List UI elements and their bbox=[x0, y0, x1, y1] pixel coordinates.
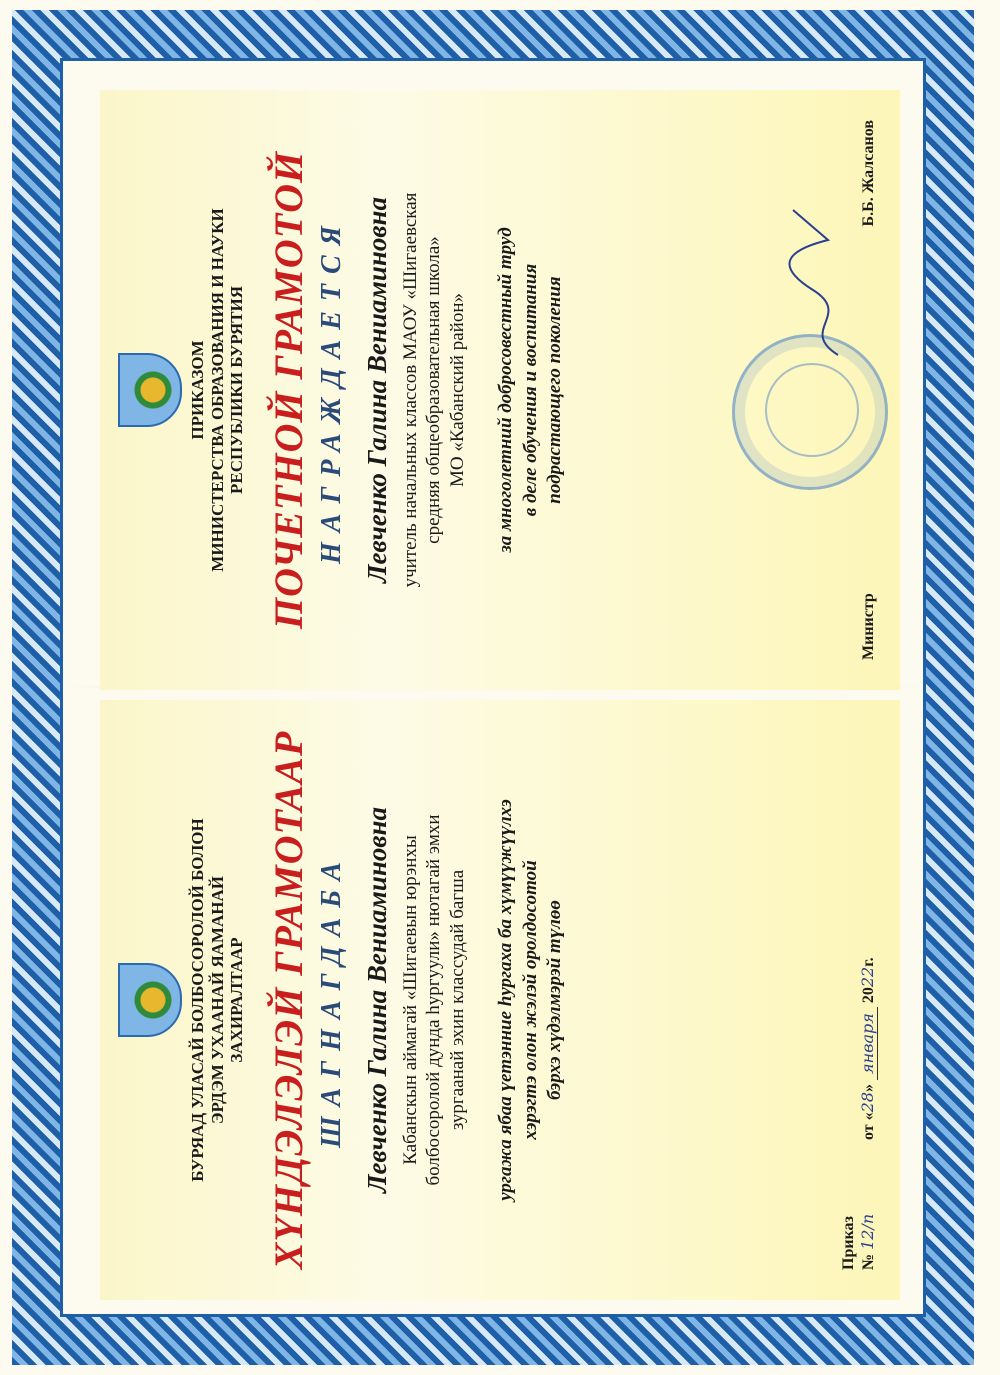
panel-buryat bbox=[100, 700, 900, 1300]
reason-line-2: хэрэгтэ олон жэлэй оролдосотой bbox=[519, 860, 541, 1140]
award-reason-buryat bbox=[494, 730, 568, 1270]
signature-block bbox=[818, 120, 878, 660]
reason-line-3: бэрхэ хүдэлмэрэй түлөө bbox=[544, 900, 566, 1100]
right-half-russian bbox=[100, 90, 900, 690]
date-prefix: от « bbox=[860, 1112, 877, 1140]
position-line-3: зургаанай эхин классудай багша bbox=[447, 869, 469, 1131]
position-line-2: средняя общеобразовательная школа» bbox=[423, 236, 445, 544]
reason-line-3: подрастающего поколения bbox=[544, 276, 566, 504]
recipient-name-buryat: Левченко Галина Вениаминовна bbox=[361, 807, 392, 1193]
order-number-prefix: № bbox=[859, 1253, 877, 1270]
seal-inner-ring bbox=[765, 363, 859, 457]
recipient-position-russian bbox=[399, 120, 470, 660]
position-line-1: Кабанскын аймагай «Шигаевын юрэнхы bbox=[399, 835, 421, 1165]
date-year-prefix: 20 bbox=[860, 987, 877, 1004]
buryatia-emblem-icon-2 bbox=[118, 963, 182, 1037]
minister-label: Министр bbox=[860, 593, 877, 660]
awarded-label-buryat: ШАГНАГДАБА bbox=[315, 852, 347, 1148]
issuer-line-1: БУРЯАД УЛАСАЙ БОЛБОСОРОЛОЙ БОЛОН bbox=[188, 818, 207, 1182]
buryatia-emblem-icon bbox=[118, 353, 182, 427]
awarded-label-russian: НАГРАЖДАЕТСЯ bbox=[315, 216, 347, 564]
order-date bbox=[858, 957, 878, 1140]
position-line-1: учитель начальных классов МАОУ «Шигаевская bbox=[399, 192, 421, 588]
order-number: 12/п bbox=[857, 1213, 877, 1250]
date-suffix: г. bbox=[860, 957, 877, 967]
position-line-3: МО «Кабанский район» bbox=[447, 293, 469, 488]
date-mid: » bbox=[860, 1083, 877, 1092]
issuer-line-3: РЕСПУБЛИКИ БУРЯТИЯ bbox=[227, 286, 247, 494]
issuer-line-2: ЭРДЭМ УХААНАЙ ЯАМАНАЙ bbox=[207, 876, 227, 1124]
left-half-buryat bbox=[100, 700, 900, 1300]
date-month: января bbox=[858, 1007, 878, 1080]
date-year: 22 bbox=[858, 966, 877, 988]
reason-line-1: за многолетний добросовестный труд bbox=[494, 227, 516, 553]
reason-line-1: ургажа ябаа үетэнние һургаха ба хүмүүжүүлхэ bbox=[494, 799, 516, 1201]
handwritten-signature bbox=[778, 200, 858, 360]
certificate-title-russian: ПОЧЕТНОЙ ГРАМОТОЙ bbox=[265, 150, 311, 630]
issuer-line-2: МИНИСТЕРСТВА ОБРАЗОВАНИЯ И НАУКИ bbox=[207, 208, 227, 572]
recipient-name-russian: Левченко Галина Вениаминовна bbox=[361, 197, 392, 583]
order-block bbox=[818, 730, 878, 1270]
certificate-title-buryat: ХҮНДЭЛЭЛЭЙ ГРАМОТААР bbox=[265, 730, 311, 1270]
issuer-russian bbox=[188, 120, 247, 660]
signer-name: Б.Б. Жалсанов bbox=[860, 120, 877, 227]
position-line-2: болбосоролой дунда һургуули» нютагай эмхи bbox=[423, 814, 445, 1186]
order-reference bbox=[839, 1214, 878, 1270]
award-reason-russian bbox=[494, 120, 568, 660]
reason-line-2: в деле обучения и воспитания bbox=[519, 263, 541, 517]
issuer-line-3: ЗАХИРАЛТААР bbox=[227, 937, 247, 1063]
panel-russian bbox=[100, 90, 900, 690]
issuer-line-1: ПРИКАЗОМ bbox=[188, 340, 207, 440]
order-label: Приказ bbox=[839, 1216, 857, 1270]
date-day: 28 bbox=[858, 1091, 877, 1113]
issuer-buryat bbox=[188, 730, 247, 1270]
recipient-position-buryat bbox=[399, 730, 470, 1270]
